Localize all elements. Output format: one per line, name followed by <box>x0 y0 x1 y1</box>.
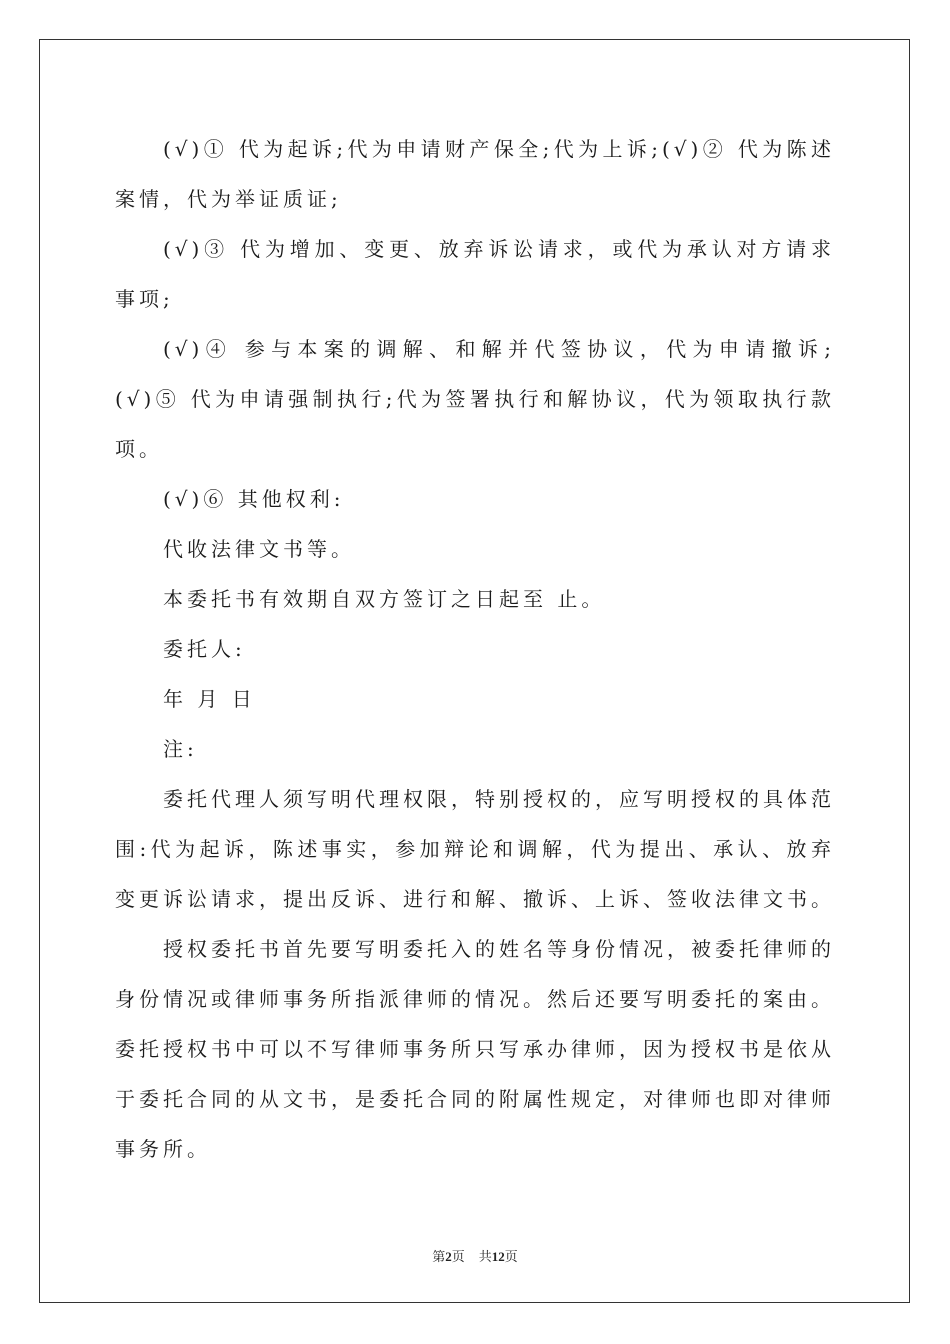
paragraph-other-rights: 代收法律文书等。 <box>163 537 355 561</box>
paragraph-authority-1-2: (√)① 代为起诉;代为申请财产保全;代为上诉;(√)② 代为陈述案情，代为举证质证; <box>115 137 835 211</box>
footer-total-prefix: 共 <box>478 1249 492 1264</box>
paragraph-authority-4-5: (√)④ 参与本案的调解、和解并代签协议，代为申请撤诉;(√)⑤ 代为申请强制执行;代为签署执行和解协议，代为领取执行款项。 <box>115 337 835 461</box>
paragraph-note-scope: 委托代理人须写明代理权限，特别授权的，应写明授权的具体范围:代为起诉，陈述事实，参加辩论和调解，代为提出、承认、放弃变更诉讼请求，提出反诉、进行和解、撤诉、上诉、签收法律文书。 <box>115 787 835 911</box>
paragraph-authority-3: (√)③ 代为增加、变更、放弃诉讼请求，或代为承认对方请求事项; <box>115 237 835 311</box>
paragraph-note-heading: 注: <box>163 737 198 761</box>
footer-page-prefix: 第 <box>432 1249 446 1264</box>
paragraph-note-content: 授权委托书首先要写明委托入的姓名等身份情况，被委托律师的身份情况或律师事务所指派律师的情况。然后还要写明委托的案由。委托授权书中可以不写律师事务所只写承办律师，因为授权书是依从于委托合同的从文书，是委托合同的附属性规定，对律师也即对律师事务所。 <box>115 937 835 1161</box>
footer-total-suffix: 页 <box>504 1249 518 1264</box>
page-footer <box>0 1246 950 1265</box>
paragraph-validity-period: 本委托书有效期自双方签订之日起至 止。 <box>163 587 606 611</box>
footer-page-number: 2 <box>445 1249 452 1264</box>
paragraph-principal: 委托人: <box>163 637 246 661</box>
footer-page-suffix: 页 <box>451 1249 465 1264</box>
paragraph-date: 年 月 日 <box>163 687 256 711</box>
footer-total-pages: 12 <box>491 1249 505 1264</box>
document-body <box>115 124 835 1174</box>
paragraph-authority-6: (√)⑥ 其他权利: <box>163 487 345 511</box>
